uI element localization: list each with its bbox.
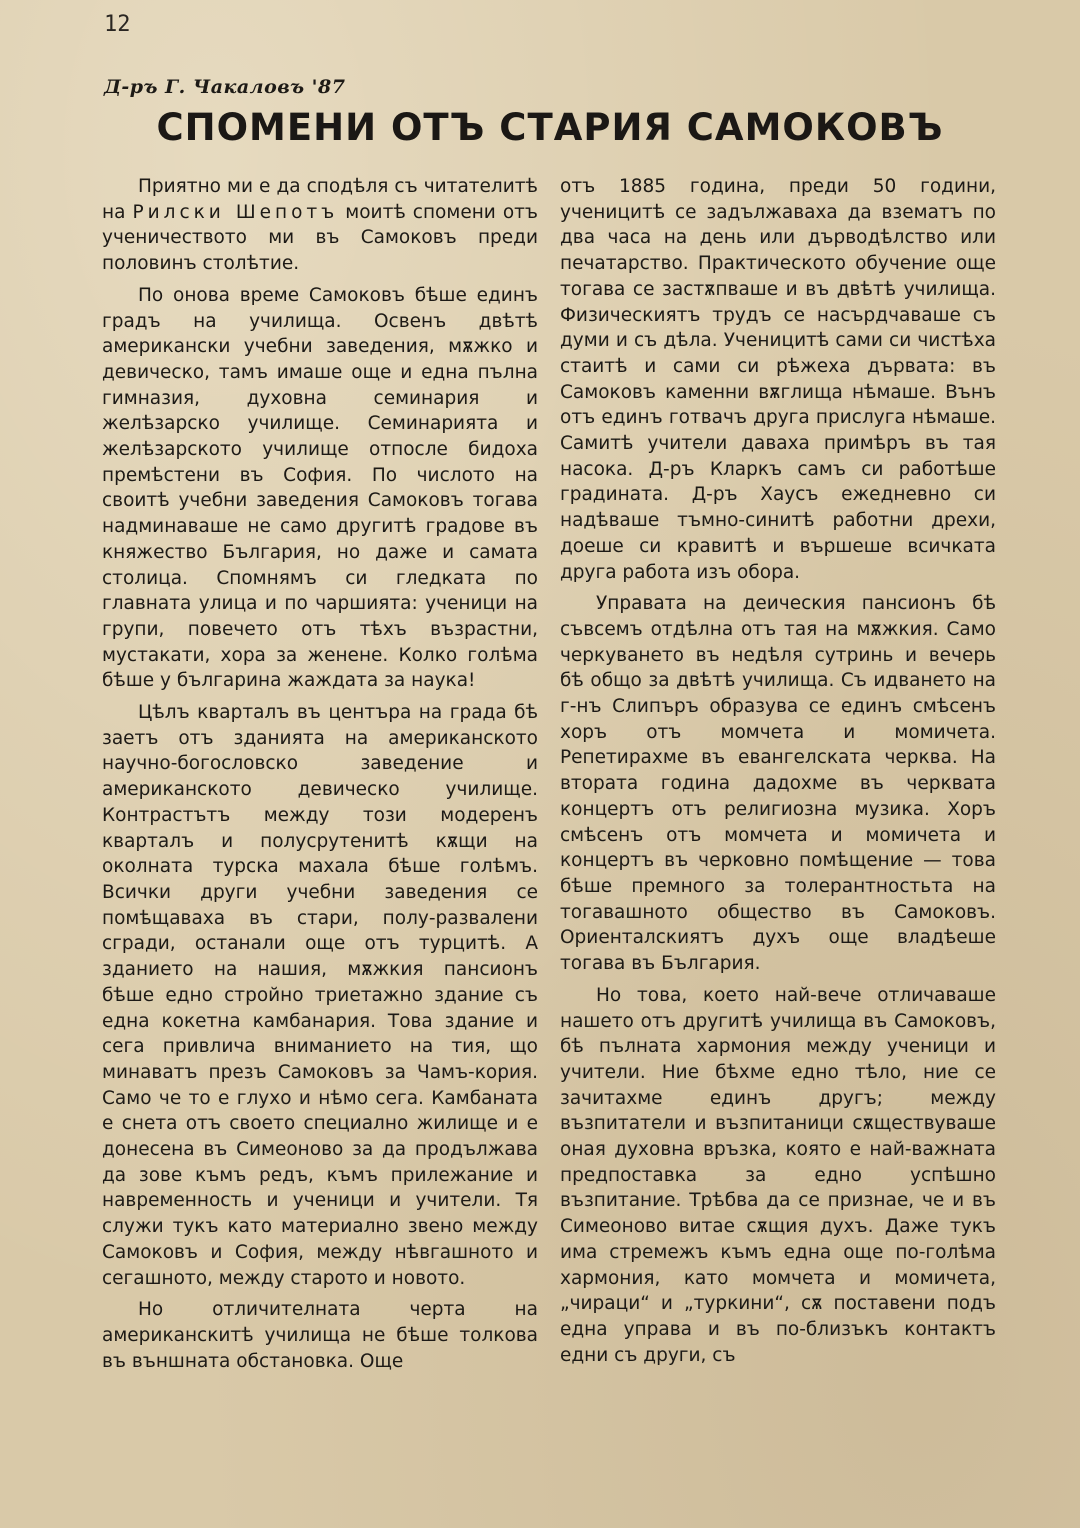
page-number: 12	[104, 12, 131, 37]
paragraph: Цѣлъ кварталъ въ центъра на града бѣ заетъ отъ зданията на американското научно-богословско заведение и американското девическо училище. Контрастътъ между този модеренъ кварталъ и полусрутенитѣ кѫщи на околната турска махала бѣше голѣмъ. Всички други учебни заведения се помѣщаваха въ стари, полу-развалени сгради, останали още отъ турцитѣ. А зданието на нашия, мѫжкия пансионъ бѣше едно стройно триетажно здание съ една кокетна камбанария. Това здание и сега привлича вниманието на тия, що минаватъ презъ Самоковъ за Чамъ-кория. Само че то е глухо и нѣмо сега. Камбаната е снета отъ своето специално жилище и е донесена въ Симеоново за да продължава да зове къмъ редъ, къмъ прилежание и навременность и ученици и учители. Тя служи тукъ като материално звено между Самоковъ и София, между нѣвгашното и сегашното, между старото и новото.	[102, 702, 538, 1289]
paragraph: Но отличителната черта на американскитѣ училища не бѣше толкова въ външната обстановка. Още	[102, 1299, 538, 1372]
author-line: Д-ръ Г. Чакаловъ '87	[104, 76, 346, 98]
paragraph-text: моитѣ спомени отъ ученичеството ми въ Самоковъ преди половинъ столѣтие.	[102, 201, 538, 275]
right-column	[560, 174, 996, 1514]
paragraph: Управата на деическия пансионъ бѣ съвсемъ отдѣлна отъ тая на мѫжкия. Само черкуването въ недѣля сутринь и вечерь бѣ общо за двѣтѣ училища. Съ идването на г-нъ Слипъръ образува се единъ смѣсенъ хоръ отъ момчета и момичета. Репетирахме въ евангелската черква. На втората година дадохме въ черквата концертъ отъ религиозна музика. Хоръ смѣсенъ отъ момчета и момичета и концертъ въ черковно помѣщение — това бѣше премного за толерантностьта на тогавашното общество въ Самоковъ. Ориенталскиятъ духъ още владѣеше тогава въ България.	[560, 593, 996, 975]
left-column	[102, 174, 538, 1514]
paragraph	[102, 174, 538, 277]
paragraph-text: Приятно ми е да сподѣля съ читателитѣ на	[102, 176, 538, 223]
article-title: СПОМЕНИ ОТЪ СТАРИЯ САМОКОВЪ	[156, 106, 944, 149]
paragraph: По онова време Самоковъ бѣше единъ градъ на училища. Освенъ двѣтѣ американски учебни заведения, мѫжко и девическо, тамъ имаше още и една пълна гимназия, духовна семинария и желѣзарско училище. Семинарията и желѣзарското училище отпосле бидоха премѣстени въ София. По числото на своитѣ учебни заведения Самоковъ тогава надминаваше не само другитѣ градове въ княжество България, но даже и самата столица. Спомнямъ си гледката по главната улица и по чаршията: ученици на групи, повечето отъ тѣхъ възрастни, мустакати, хора за женене. Колко голѣма бѣше у българина жаждата за наука!	[102, 284, 538, 692]
paragraph: отъ 1885 година, преди 50 години, ученицитѣ се задължаваха да взематъ по два часа на день или дърводѣлство или печатарство. Практическото обучение още тогава се застѫпваше и въ двѣтѣ училища. Физическиятъ трудъ се насърдчаваше съ думи и съ дѣла. Ученицитѣ сами си чистѣха стаитѣ и сами си рѣжеха дървата: въ Самоковъ каменни вѫглища нѣмаше. Вънъ отъ единъ готвачъ друга прислуга нѣмаше. Самитѣ учители даваха примѣръ въ тая насока. Д-ръ Кларкъ самъ си работѣше градината. Д-ръ Хаусъ ежедневно си надѣваше тъмно-синитѣ работни дрехи, доеше си кравитѣ и вършеше всичката друга работа изъ обора.	[560, 176, 996, 583]
magazine-name: Рилски Шепотъ	[132, 201, 339, 223]
paragraph: Но това, което най-вече отличаваше нашето отъ другитѣ училища въ Самоковъ, бѣ пълната хармония между ученици и учители. Ние бѣхме едно тѣло, ние се зачитахме единъ другъ; между възпитатели и възпитаници сѫществуваше оная духовна връзка, която е най-важната предпоставка за едно успѣшно възпитание. Трѣбва да се признае, че и въ Симеоново витае сѫщия духъ. Даже тукъ има стремежъ къмъ една още по-голѣма хармония, като момчета и момичета, „чираци“ и „туркини“, сѫ поставени подъ една управа и въ по-близъкъ контактъ едни съ други, съ	[560, 984, 996, 1366]
